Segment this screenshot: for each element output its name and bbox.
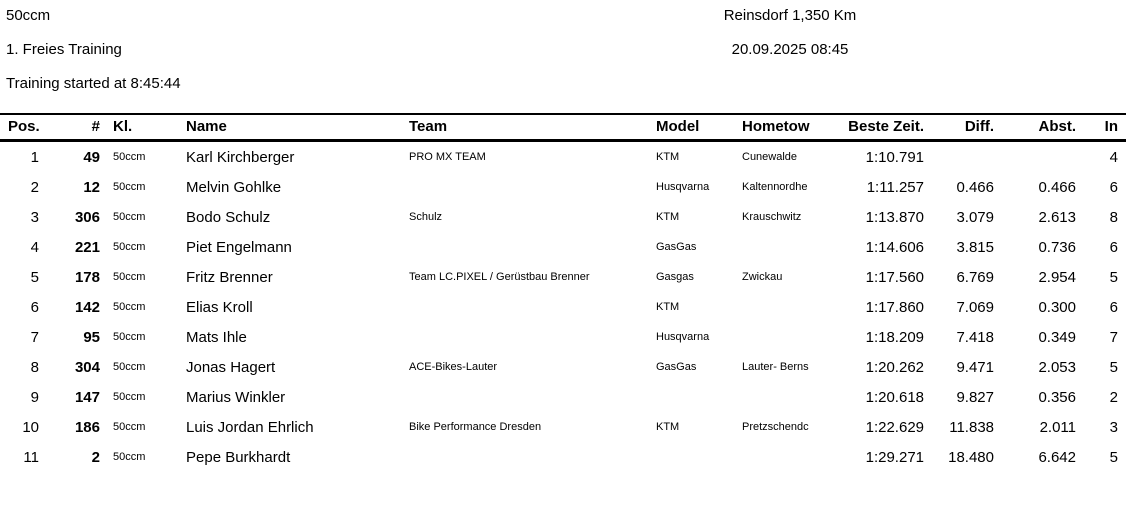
cell-best-time: 1:13.870 <box>865 208 924 226</box>
table-row <box>0 141 1126 173</box>
cell-hometown <box>740 442 828 472</box>
cell-in-laps: 6 <box>1109 178 1118 196</box>
cell-position: 11 <box>23 448 39 466</box>
cell-diff: 9.471 <box>956 358 994 376</box>
cell-class: 50ccm <box>113 271 146 283</box>
results-body <box>0 141 1126 473</box>
cell-gap: 6.642 <box>1038 448 1076 466</box>
cell-best-time: 1:17.860 <box>865 298 924 316</box>
cell-model <box>650 382 740 412</box>
column-header-class: Kl. <box>105 114 180 141</box>
cell-diff: 9.827 <box>956 388 994 406</box>
cell-rider-number: 304 <box>74 358 100 376</box>
cell-hometown: Kaltennordhe <box>742 181 808 193</box>
cell-diff: 3.079 <box>956 208 994 226</box>
training-started-note: Training started at 8:45:44 <box>6 75 181 92</box>
cell-rider-name: Mats Ihle <box>186 328 247 346</box>
cell-in-laps: 8 <box>1109 208 1118 226</box>
cell-diff: 11.838 <box>949 418 994 436</box>
table-row <box>0 262 1126 292</box>
session-header-right <box>560 6 1020 74</box>
results-table <box>0 113 1126 472</box>
cell-team: PRO MX TEAM <box>409 151 486 163</box>
cell-gap <box>998 141 1080 173</box>
cell-gap: 2.011 <box>1039 418 1076 436</box>
table-row <box>0 352 1126 382</box>
cell-rider-name: Elias Kroll <box>186 298 253 316</box>
cell-hometown: Cunewalde <box>742 151 798 163</box>
cell-diff: 3.815 <box>956 238 994 256</box>
cell-model: KTM <box>656 211 680 223</box>
cell-rider-number: 306 <box>74 208 100 226</box>
cell-model: KTM <box>656 301 680 313</box>
table-row <box>0 382 1126 412</box>
column-header-number: # <box>45 114 105 141</box>
cell-in-laps: 6 <box>1109 298 1118 316</box>
table-row <box>0 232 1126 262</box>
cell-position: 5 <box>30 268 39 286</box>
cell-class: 50ccm <box>113 181 146 193</box>
cell-gap: 2.613 <box>1038 208 1076 226</box>
cell-rider-name: Melvin Gohlke <box>186 178 282 196</box>
cell-diff: 6.769 <box>956 268 994 286</box>
cell-class: 50ccm <box>113 361 146 373</box>
cell-position: 1 <box>30 148 39 166</box>
column-header-model: Model <box>650 114 740 141</box>
cell-best-time: 1:20.262 <box>865 358 924 376</box>
cell-diff <box>928 141 998 173</box>
results-table-container <box>0 113 1126 472</box>
cell-class: 50ccm <box>113 451 146 463</box>
cell-hometown: Krauschwitz <box>742 211 802 223</box>
cell-gap: 0.300 <box>1038 298 1076 316</box>
cell-rider-number: 49 <box>83 148 100 166</box>
cell-diff: 18.480 <box>948 448 994 466</box>
cell-gap: 2.053 <box>1038 358 1076 376</box>
event-location: Reinsdorf 1,350 Km <box>723 7 857 24</box>
cell-model: GasGas <box>656 361 697 373</box>
cell-best-time: 1:17.560 <box>865 268 924 286</box>
cell-position: 7 <box>30 328 39 346</box>
cell-best-time: 1:18.209 <box>865 328 924 346</box>
cell-hometown <box>740 322 828 352</box>
table-row <box>0 172 1126 202</box>
cell-diff: 7.418 <box>956 328 994 346</box>
cell-team <box>405 172 650 202</box>
column-header-team: Team <box>405 114 650 141</box>
cell-position: 9 <box>30 388 39 406</box>
cell-team <box>405 442 650 472</box>
cell-position: 10 <box>22 418 39 436</box>
cell-rider-name: Pepe Burkhardt <box>186 448 291 466</box>
header-row <box>0 114 1126 141</box>
table-row <box>0 442 1126 472</box>
cell-team <box>405 232 650 262</box>
cell-position: 3 <box>30 208 39 226</box>
cell-team: Team LC.PIXEL / Gerüstbau Brenner <box>409 271 590 283</box>
cell-diff: 0.466 <box>956 178 994 196</box>
cell-best-time: 1:22.629 <box>865 418 924 436</box>
cell-gap: 0.356 <box>1038 388 1076 406</box>
cell-in-laps: 5 <box>1109 268 1118 286</box>
cell-hometown: Lauter- Berns <box>742 361 809 373</box>
cell-class: 50ccm <box>113 301 146 313</box>
cell-model: KTM <box>656 151 680 163</box>
cell-team <box>405 292 650 322</box>
session-header-left <box>6 6 181 108</box>
event-datetime: 20.09.2025 08:45 <box>731 41 849 58</box>
cell-hometown <box>740 232 828 262</box>
cell-team <box>405 322 650 352</box>
cell-class: 50ccm <box>113 391 146 403</box>
table-row <box>0 202 1126 232</box>
cell-rider-number: 186 <box>74 418 100 436</box>
table-row <box>0 412 1126 442</box>
cell-class: 50ccm <box>113 241 146 253</box>
column-header-in: In <box>1080 114 1126 141</box>
cell-rider-number: 221 <box>74 238 100 256</box>
column-header-gap: Abst. <box>998 114 1080 141</box>
cell-model: Husqvarna <box>656 181 710 193</box>
cell-gap: 0.736 <box>1038 238 1076 256</box>
cell-position: 4 <box>30 238 39 256</box>
table-row <box>0 292 1126 322</box>
cell-in-laps: 4 <box>1109 148 1118 166</box>
cell-team: Schulz <box>409 211 443 223</box>
cell-rider-number: 147 <box>74 388 100 406</box>
cell-gap: 0.349 <box>1038 328 1076 346</box>
column-header-best-time: Beste Zeit. <box>828 114 928 141</box>
cell-rider-name: Marius Winkler <box>186 388 286 406</box>
cell-in-laps: 6 <box>1109 238 1118 256</box>
cell-model: Husqvarna <box>656 331 710 343</box>
cell-rider-number: 2 <box>91 448 100 466</box>
cell-in-laps: 3 <box>1109 418 1118 436</box>
cell-hometown <box>740 292 828 322</box>
cell-rider-number: 12 <box>83 178 100 196</box>
cell-class: 50ccm <box>113 331 146 343</box>
cell-team: Bike Performance Dresden <box>409 421 542 433</box>
cell-position: 2 <box>30 178 39 196</box>
cell-rider-name: Luis Jordan Ehrlich <box>186 418 314 436</box>
cell-model: KTM <box>656 421 680 433</box>
cell-gap: 0.466 <box>1038 178 1076 196</box>
cell-diff: 7.069 <box>956 298 994 316</box>
cell-hometown: Pretzschendc <box>742 421 809 433</box>
cell-best-time: 1:10.791 <box>865 148 924 166</box>
cell-best-time: 1:29.271 <box>865 448 924 466</box>
cell-rider-name: Fritz Brenner <box>186 268 273 286</box>
cell-in-laps: 7 <box>1109 328 1118 346</box>
column-header-name: Name <box>180 114 405 141</box>
session-title: 1. Freies Training <box>6 41 122 58</box>
cell-model: GasGas <box>656 241 697 253</box>
column-header-diff: Diff. <box>928 114 998 141</box>
cell-in-laps: 2 <box>1109 388 1118 406</box>
cell-hometown: Zwickau <box>742 271 783 283</box>
cell-class: 50ccm <box>113 151 146 163</box>
cell-best-time: 1:14.606 <box>865 238 924 256</box>
cell-position: 8 <box>30 358 39 376</box>
cell-rider-number: 142 <box>74 298 100 316</box>
cell-model <box>650 442 740 472</box>
column-header-hometown: Hometow <box>740 114 828 141</box>
cell-rider-name: Bodo Schulz <box>186 208 271 226</box>
cell-class: 50ccm <box>113 421 146 433</box>
cell-in-laps: 5 <box>1109 358 1118 376</box>
cell-hometown <box>740 382 828 412</box>
cell-rider-name: Piet Engelmann <box>186 238 292 256</box>
table-row <box>0 322 1126 352</box>
cell-rider-number: 178 <box>74 268 100 286</box>
cell-team <box>405 382 650 412</box>
cell-gap: 2.954 <box>1038 268 1076 286</box>
cell-best-time: 1:11.257 <box>866 178 924 196</box>
column-header-pos: Pos. <box>0 114 45 141</box>
cell-class: 50ccm <box>113 211 146 223</box>
cell-in-laps: 5 <box>1109 448 1118 466</box>
cell-model: Gasgas <box>656 271 694 283</box>
cell-rider-number: 95 <box>83 328 100 346</box>
class-name: 50ccm <box>6 7 51 24</box>
cell-best-time: 1:20.618 <box>865 388 924 406</box>
cell-rider-name: Jonas Hagert <box>186 358 276 376</box>
results-table-header <box>0 114 1126 141</box>
cell-team: ACE-Bikes-Lauter <box>409 361 498 373</box>
cell-position: 6 <box>30 298 39 316</box>
cell-rider-name: Karl Kirchberger <box>186 148 295 166</box>
